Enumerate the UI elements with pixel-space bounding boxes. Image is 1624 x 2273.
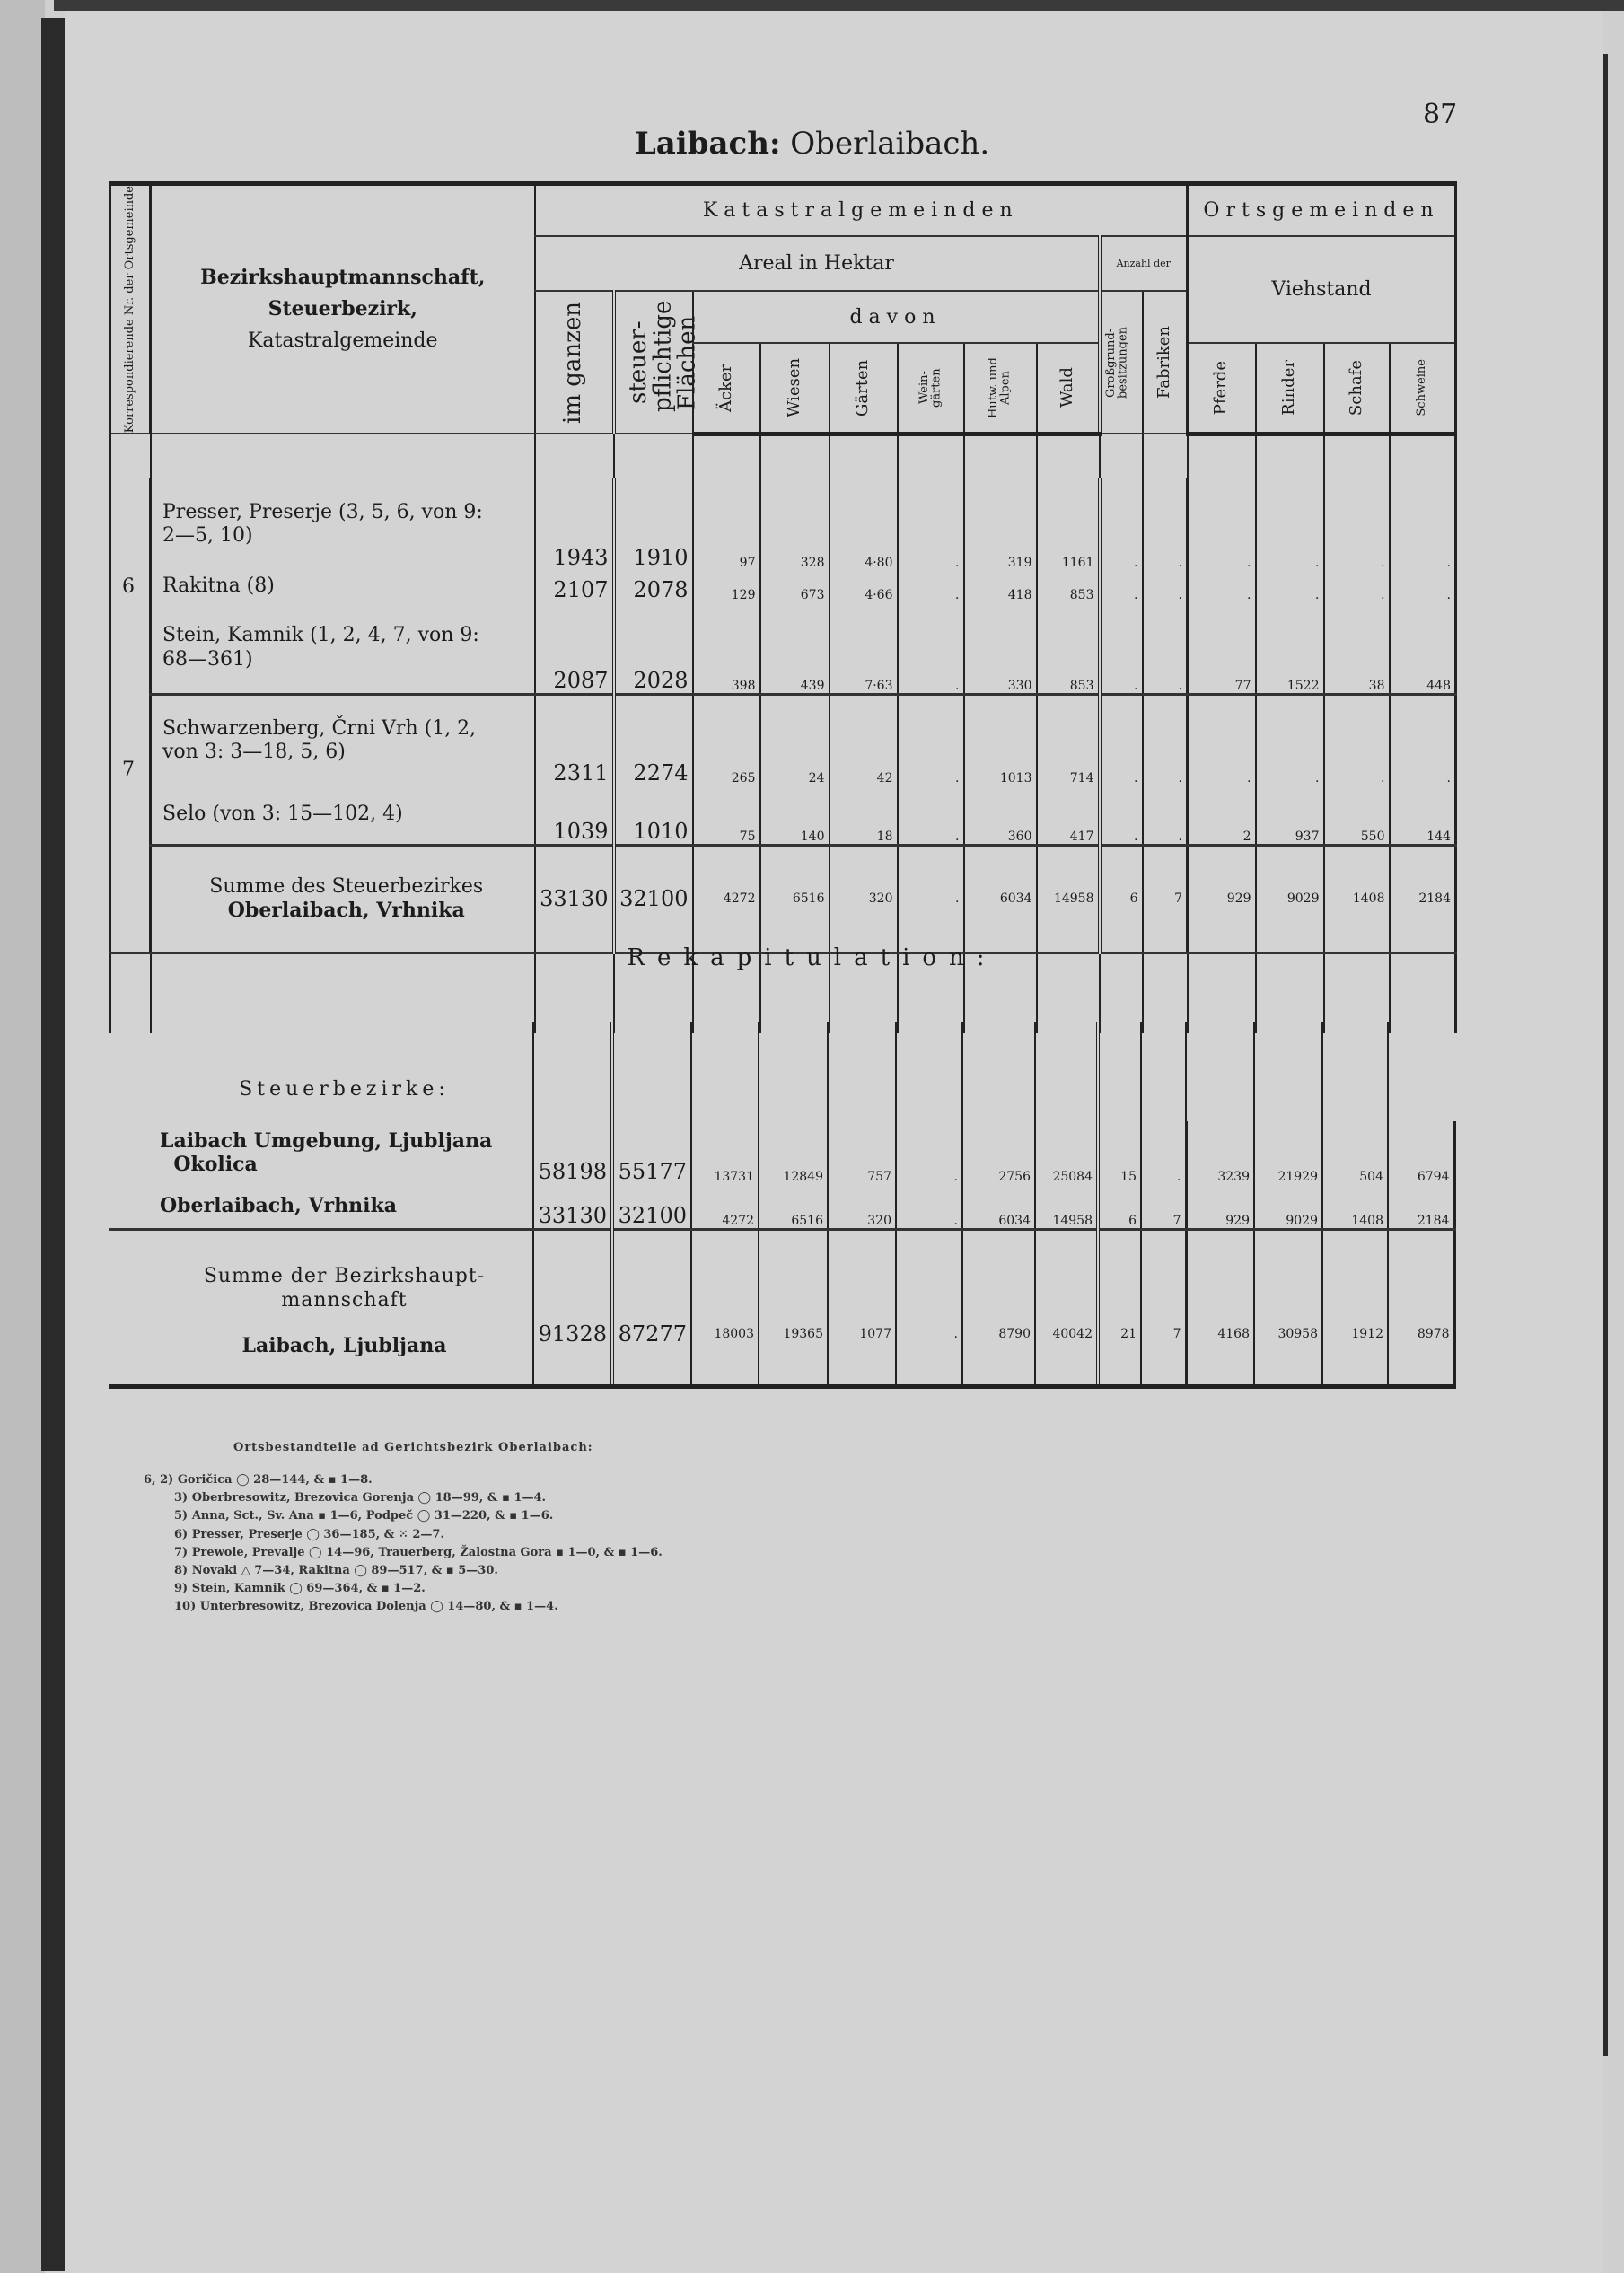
value-cell: 30958: [1254, 1229, 1322, 1386]
empty-cell: [151, 434, 535, 478]
empty-cell: [964, 434, 1037, 478]
empty-cell: [828, 1022, 896, 1121]
col-vieh-2: [1324, 343, 1390, 434]
group-number: 6: [110, 478, 151, 694]
value-cell: 144: [1390, 785, 1456, 845]
empty-cell: [535, 434, 614, 478]
value-cell: 2087: [535, 602, 614, 694]
empty-cell: [760, 434, 830, 478]
col-davon-0: [693, 343, 760, 434]
value-cell: 140: [760, 785, 830, 845]
value-cell: 328: [760, 478, 830, 570]
value-cell: 91328: [533, 1229, 612, 1386]
empty-cell: [109, 1229, 149, 1386]
empty-cell: [1098, 1022, 1141, 1121]
empty-cell: [614, 434, 693, 478]
empty-cell: [1037, 434, 1100, 478]
value-cell: 320: [830, 845, 898, 952]
value-cell: 853: [1037, 570, 1100, 602]
value-cell: 4168: [1186, 1229, 1254, 1386]
title-district: Oberlaibach.: [780, 126, 990, 162]
value-cell: 320: [828, 1184, 896, 1229]
empty-cell: [109, 1184, 149, 1229]
col-davon-label: Wald: [1057, 367, 1076, 408]
value-cell: 673: [760, 570, 830, 602]
footnote-item: 6, 2) Goričica ◯ 28—144, & ▪ 1—8.: [144, 1473, 373, 1488]
value-cell: .: [1100, 570, 1143, 602]
table-row: [110, 694, 1456, 785]
empty-cell: [1035, 1022, 1098, 1121]
col-vieh-0: [1188, 343, 1256, 434]
empty-cell: [533, 1022, 612, 1121]
col-davon-1: [760, 343, 830, 434]
total-label-2: Laibach, Ljubljana: [241, 1334, 447, 1358]
empty-cell: [759, 1022, 828, 1121]
col-davon-label: Hutw. und Alpen: [987, 357, 1013, 419]
value-cell: 2107: [535, 570, 614, 602]
value-cell: 77: [1188, 602, 1256, 694]
anzahl-header: Anzahl der: [1100, 236, 1188, 291]
value-cell: .: [896, 1184, 962, 1229]
col-fabriken: Fabriken: [1154, 326, 1173, 399]
footnote-item: 9) Stein, Kamnik ◯ 69—364, & ▪ 1—2.: [174, 1581, 426, 1595]
value-cell: .: [1141, 1121, 1186, 1184]
col-vieh-label: Pferde: [1211, 360, 1231, 416]
empty-cell: [1143, 434, 1188, 478]
value-cell: 58198: [533, 1121, 612, 1184]
rekap-row: [109, 1121, 1454, 1184]
col-nr-header: Korrespondierende Nr. der Ortsgemeinde: [123, 186, 137, 434]
table-row: [110, 785, 1456, 845]
value-cell: 1912: [1322, 1229, 1388, 1386]
value-cell: 4·80: [830, 478, 898, 570]
page-right-edge: [1603, 54, 1608, 2056]
value-cell: .: [896, 1121, 962, 1184]
value-cell: 18: [830, 785, 898, 845]
value-cell: 1408: [1324, 845, 1390, 952]
col-davon-4: [964, 343, 1037, 434]
rekap-row: [109, 1022, 1454, 1121]
value-cell: 21929: [1254, 1121, 1322, 1184]
value-cell: 2078: [614, 570, 693, 602]
empty-cell: [109, 1022, 149, 1121]
col-vieh-1: [1256, 343, 1324, 434]
orts-header: Ortsgemeinden: [1188, 184, 1456, 236]
col-davon-3: [898, 343, 964, 434]
page-number: 87: [1423, 99, 1458, 130]
rekap-label: [149, 1022, 533, 1121]
summe-label: [151, 845, 535, 952]
value-cell: .: [1324, 478, 1390, 570]
col-davon-2: [830, 343, 898, 434]
rekapitulation-table: [109, 1022, 1456, 1389]
value-cell: 18003: [691, 1229, 759, 1386]
value-cell: 14958: [1035, 1184, 1098, 1229]
col-name-header-1: Bezirkshauptmannschaft,: [200, 265, 486, 289]
empty-cell: [962, 1022, 1035, 1121]
value-cell: 937: [1256, 785, 1324, 845]
scan-top-edge: [54, 0, 1624, 11]
value-cell: 330: [964, 602, 1037, 694]
value-cell: .: [898, 785, 964, 845]
empty-cell: [109, 1121, 149, 1184]
value-cell: .: [1100, 694, 1143, 785]
value-cell: .: [1324, 570, 1390, 602]
empty-cell: [1141, 1022, 1186, 1121]
table-row: [110, 478, 1456, 570]
value-cell: 6034: [962, 1184, 1035, 1229]
col-davon-label: Gärten: [853, 359, 873, 417]
value-cell: .: [1188, 478, 1256, 570]
value-cell: 360: [964, 785, 1037, 845]
value-cell: 7: [1141, 1229, 1186, 1386]
value-cell: 2028: [614, 602, 693, 694]
value-cell: .: [1143, 694, 1188, 785]
value-cell: 2184: [1390, 845, 1456, 952]
col-vieh-label: Schweine: [1415, 359, 1429, 417]
empty-cell: [1388, 1022, 1454, 1121]
areal-header: Areal in Hektar: [535, 236, 1100, 291]
value-cell: 1161: [1037, 478, 1100, 570]
value-cell: 1408: [1322, 1184, 1388, 1229]
value-cell: 38: [1324, 602, 1390, 694]
value-cell: .: [898, 570, 964, 602]
col-davon-label: Wein- gärten: [917, 368, 944, 408]
value-cell: 504: [1322, 1121, 1388, 1184]
value-cell: .: [898, 478, 964, 570]
col-davon-label: Äcker: [715, 364, 735, 412]
value-cell: .: [1390, 570, 1456, 602]
page-title: [0, 126, 1624, 162]
scan-margin: [0, 0, 45, 2273]
value-cell: 7·63: [830, 602, 898, 694]
footnotes-heading: Ortsbestandteile ad Gerichtsbezirk Oberlaibach:: [233, 1441, 593, 1454]
footnotes: [144, 1439, 663, 1616]
katastral-name: Presser, Preserje (3, 5, 6, von 9: 2—5, 10): [151, 478, 535, 570]
col-davon-label: Wiesen: [784, 358, 803, 418]
col-vieh-3: [1390, 343, 1456, 434]
group-number: 7: [110, 694, 151, 845]
col-davon-5: [1037, 343, 1100, 434]
col-im-ganzen: im ganzen: [559, 301, 587, 424]
rekap-row: [109, 1184, 1454, 1229]
value-cell: .: [1143, 602, 1188, 694]
value-cell: 2756: [962, 1121, 1035, 1184]
value-cell: 24: [760, 694, 830, 785]
col-steuerpflichtig: steuer- pflichtige Flächen: [625, 300, 701, 412]
value-cell: .: [898, 845, 964, 952]
empty-cell: [898, 434, 964, 478]
value-cell: 1910: [614, 478, 693, 570]
value-cell: 1522: [1256, 602, 1324, 694]
value-cell: 2: [1188, 785, 1256, 845]
value-cell: 12849: [759, 1121, 828, 1184]
empty-cell: [693, 434, 760, 478]
value-cell: 8978: [1388, 1229, 1454, 1386]
value-cell: .: [896, 1229, 962, 1386]
empty-cell: [1100, 434, 1143, 478]
rekap-row: [109, 1229, 1454, 1386]
value-cell: .: [1143, 570, 1188, 602]
davon-header: davon: [693, 291, 1100, 344]
summe-row: [110, 845, 1456, 952]
rekap-row-name: Laibach Umgebung, Ljubljana Okolica: [160, 1128, 493, 1176]
empty-cell: [612, 1022, 691, 1121]
value-cell: .: [1390, 694, 1456, 785]
value-cell: .: [1100, 602, 1143, 694]
value-cell: 25084: [1035, 1121, 1098, 1184]
value-cell: 9029: [1254, 1184, 1322, 1229]
value-cell: 42: [830, 694, 898, 785]
value-cell: 32100: [614, 845, 693, 952]
value-cell: .: [1324, 694, 1390, 785]
value-cell: 40042: [1035, 1229, 1098, 1386]
katastral-name: Rakitna (8): [151, 570, 535, 602]
viehstand-header: Viehstand: [1188, 236, 1456, 344]
footnote-item: 5) Anna, Sct., Sv. Ana ▪ 1—6, Podpeč ◯ 31—220, & ▪ 1—6.: [174, 1509, 554, 1523]
value-cell: 1943: [535, 478, 614, 570]
total-label-1: Summe der Bezirkshaupt- mannschaft: [203, 1265, 486, 1312]
value-cell: 439: [760, 602, 830, 694]
binding-edge: [41, 18, 65, 2271]
value-cell: 2184: [1388, 1184, 1454, 1229]
empty-cell: [1188, 434, 1256, 478]
empty-cell: [1322, 1022, 1388, 1121]
value-cell: 19365: [759, 1229, 828, 1386]
rekapitulation-heading: Rekapitulation:: [627, 944, 997, 971]
col-name-header-3: Katastralgemeinde: [247, 329, 438, 353]
value-cell: 129: [693, 570, 760, 602]
col-grossgrund: Großgrund- besitzungen: [1104, 326, 1130, 399]
value-cell: 6: [1100, 845, 1143, 952]
value-cell: 757: [828, 1121, 896, 1184]
value-cell: 929: [1188, 845, 1256, 952]
value-cell: .: [1256, 478, 1324, 570]
value-cell: 319: [964, 478, 1037, 570]
value-cell: 7: [1143, 845, 1188, 952]
katastral-name: Schwarzenberg, Črni Vrh (1, 2, von 3: 3—18, 5, 6): [151, 694, 535, 785]
col-vieh-label: Schafe: [1346, 360, 1365, 417]
value-cell: .: [1100, 785, 1143, 845]
value-cell: 265: [693, 694, 760, 785]
empty-cell: [1256, 434, 1324, 478]
value-cell: 8790: [962, 1229, 1035, 1386]
value-cell: 6: [1098, 1184, 1141, 1229]
value-cell: 9029: [1256, 845, 1324, 952]
statistics-table: [109, 181, 1457, 1033]
value-cell: 4272: [693, 845, 760, 952]
rekap-row-name: Oberlaibach, Vrhnika: [160, 1194, 397, 1218]
empty-cell: [110, 845, 151, 952]
col-name-header-2: Steuerbezirk,: [268, 297, 417, 321]
value-cell: 7: [1141, 1184, 1186, 1229]
value-cell: 32100: [612, 1184, 691, 1229]
value-cell: 1039: [535, 785, 614, 845]
value-cell: 714: [1037, 694, 1100, 785]
footnote-item: 7) Prewole, Prevalje ◯ 14—96, Trauerberg, Žalostna Gora ▪ 1—0, & ▪ 1—6.: [174, 1545, 663, 1559]
value-cell: 6516: [760, 845, 830, 952]
value-cell: 33130: [535, 845, 614, 952]
value-cell: .: [898, 602, 964, 694]
value-cell: 55177: [612, 1121, 691, 1184]
empty-cell: [1186, 1022, 1254, 1121]
empty-cell: [1324, 434, 1390, 478]
empty-cell: [830, 434, 898, 478]
rekap-label: [149, 1121, 533, 1184]
value-cell: 13731: [691, 1121, 759, 1184]
value-cell: 33130: [533, 1184, 612, 1229]
value-cell: .: [1256, 694, 1324, 785]
value-cell: 3239: [1186, 1121, 1254, 1184]
table-row: [110, 602, 1456, 694]
empty-cell: [1390, 434, 1456, 478]
value-cell: 2311: [535, 694, 614, 785]
value-cell: 6794: [1388, 1121, 1454, 1184]
katastral-header: Katastralgemeinden: [535, 184, 1188, 236]
summe-label-2: Oberlaibach, Vrhnika: [227, 899, 465, 923]
value-cell: .: [1188, 570, 1256, 602]
value-cell: 75: [693, 785, 760, 845]
value-cell: 6034: [964, 845, 1037, 952]
value-cell: 4·66: [830, 570, 898, 602]
rekap-label: [149, 1184, 533, 1229]
rekap-label: [149, 1229, 533, 1386]
value-cell: 550: [1324, 785, 1390, 845]
value-cell: .: [1143, 785, 1188, 845]
spacer-row: [110, 434, 1456, 478]
steuerbezirke-heading: Steuerbezirke:: [239, 1077, 450, 1101]
value-cell: .: [1256, 570, 1324, 602]
value-cell: 1010: [614, 785, 693, 845]
empty-cell: [691, 1022, 759, 1121]
value-cell: 14958: [1037, 845, 1100, 952]
value-cell: 97: [693, 478, 760, 570]
title-region: Laibach:: [634, 126, 781, 162]
footnote-item: 8) Novaki △ 7—34, Rakitna ◯ 89—517, & ▪ 5—30.: [174, 1563, 498, 1577]
footnote-item: 10) Unterbresowitz, Brezovica Dolenja ◯ 14—80, & ▪ 1—4.: [174, 1600, 558, 1614]
value-cell: .: [898, 694, 964, 785]
value-cell: 87277: [612, 1229, 691, 1386]
value-cell: 929: [1186, 1184, 1254, 1229]
footnote-item: 6) Presser, Preserje ◯ 36—185, & ⁙ 2—7.: [174, 1527, 444, 1541]
value-cell: 418: [964, 570, 1037, 602]
value-cell: 15: [1098, 1121, 1141, 1184]
value-cell: .: [1143, 478, 1188, 570]
empty-cell: [1254, 1022, 1322, 1121]
table-row: [110, 570, 1456, 602]
empty-cell: [110, 434, 151, 478]
value-cell: 1013: [964, 694, 1037, 785]
value-cell: 853: [1037, 602, 1100, 694]
value-cell: .: [1390, 478, 1456, 570]
empty-cell: [896, 1022, 962, 1121]
value-cell: .: [1100, 478, 1143, 570]
katastral-name: Selo (von 3: 15—102, 4): [151, 785, 535, 845]
katastral-name: Stein, Kamnik (1, 2, 4, 7, von 9: 68—361): [151, 602, 535, 694]
value-cell: .: [1188, 694, 1256, 785]
value-cell: 4272: [691, 1184, 759, 1229]
value-cell: 21: [1098, 1229, 1141, 1386]
col-vieh-label: Rinder: [1279, 360, 1299, 416]
value-cell: 2274: [614, 694, 693, 785]
value-cell: 417: [1037, 785, 1100, 845]
value-cell: 448: [1390, 602, 1456, 694]
value-cell: 398: [693, 602, 760, 694]
value-cell: 6516: [759, 1184, 828, 1229]
summe-label-1: Summe des Steuerbezirkes: [209, 874, 484, 898]
value-cell: 1077: [828, 1229, 896, 1386]
footnote-item: 3) Oberbresowitz, Brezovica Gorenja ◯ 18—99, & ▪ 1—4.: [174, 1491, 547, 1505]
